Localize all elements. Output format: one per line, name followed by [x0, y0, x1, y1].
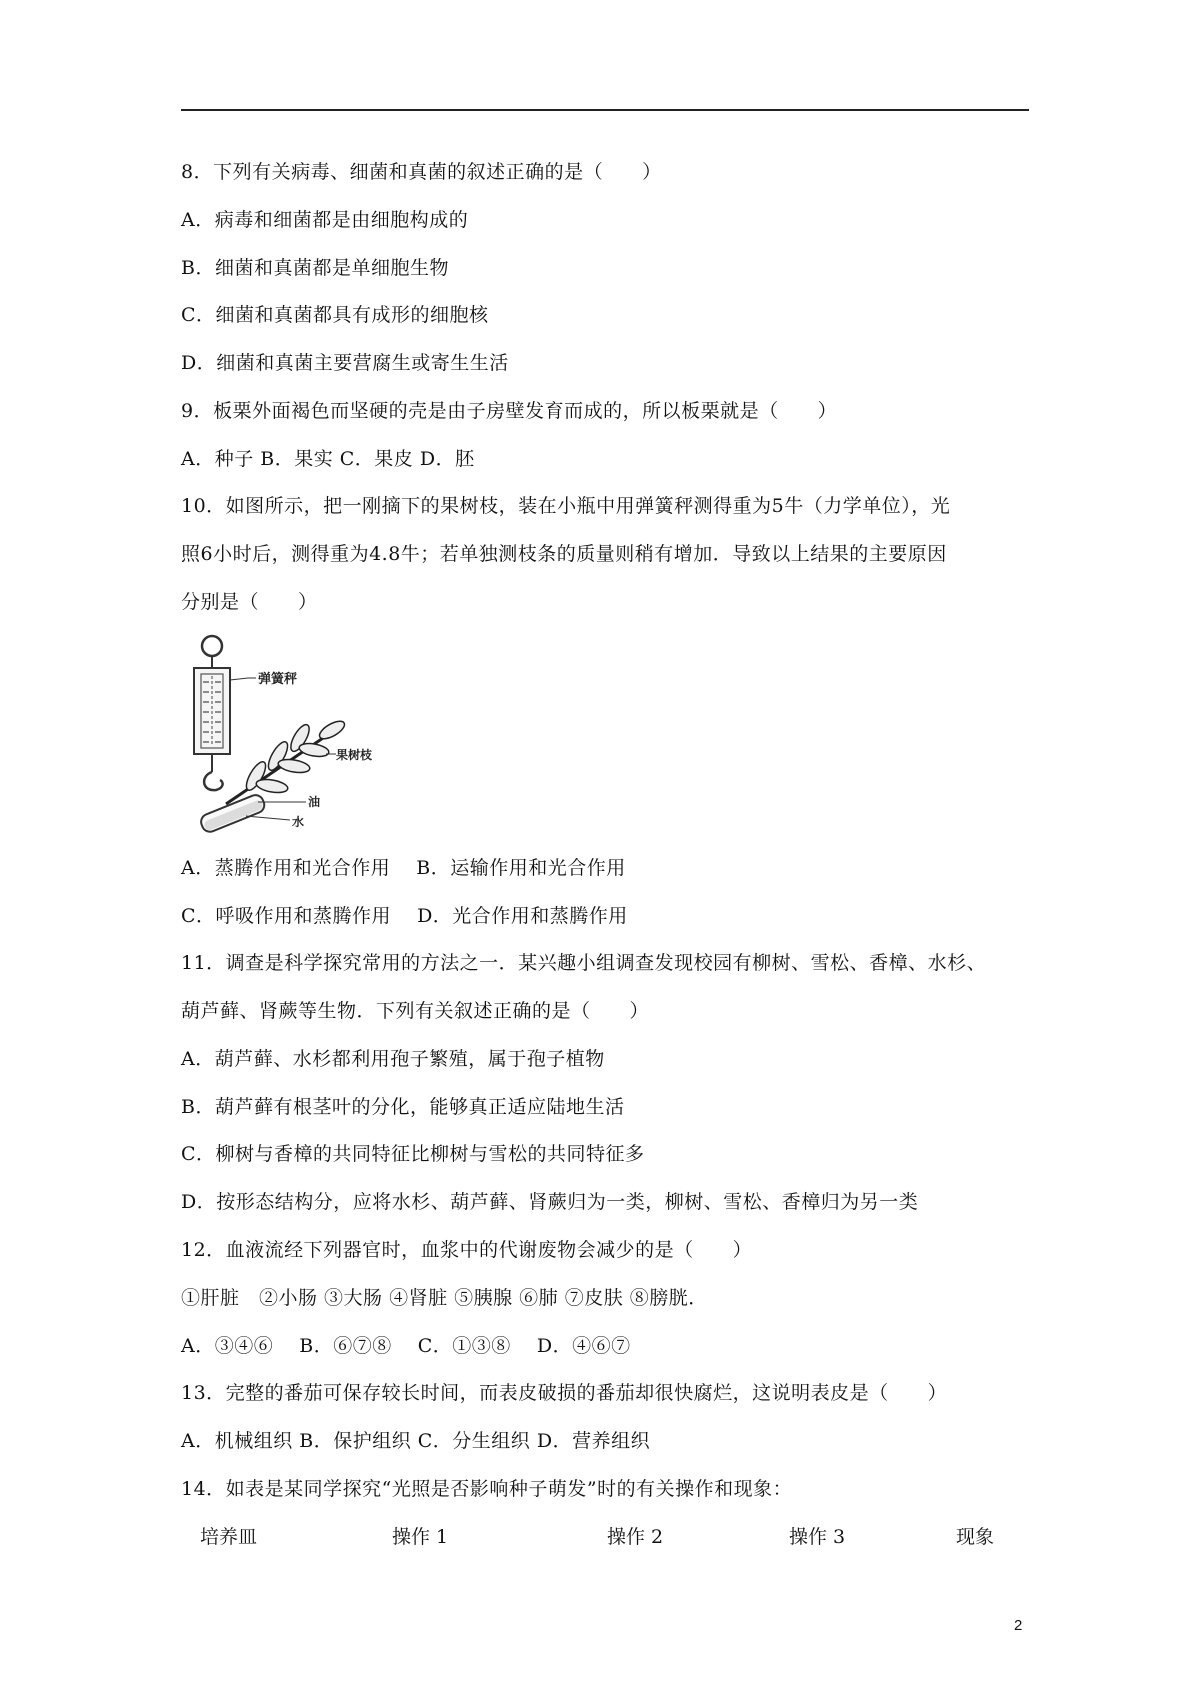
q12-organs: ①肝脏 ②小肠 ③大肠 ④肾脏 ⑤胰腺 ⑥肺 ⑦皮肤 ⑧膀胱． — [181, 1287, 708, 1309]
q11-stem-line-2: 葫芦藓、肾蕨等生物．下列有关叙述正确的是（ ） — [181, 1000, 650, 1022]
table-header-dish: 培养皿 — [200, 1526, 258, 1548]
label-branch: 果树枝 — [336, 748, 373, 762]
q10-options-ab: A．蒸腾作用和光合作用 B．运输作用和光合作用 — [181, 857, 626, 879]
q9-stem: 9．板栗外面褐色而坚硬的壳是由子房壁发育而成的，所以板栗就是（ ） — [181, 400, 838, 422]
q12-options: A．③④⑥ B．⑥⑦⑧ C．①③⑧ D．④⑥⑦ — [181, 1335, 631, 1357]
q11-option-c: C．柳树与香樟的共同特征比柳树与雪松的共同特征多 — [181, 1143, 645, 1165]
scale-ring — [202, 636, 222, 656]
q10-stem-line-3: 分别是（ ） — [181, 591, 318, 613]
table-header-result: 现象 — [956, 1526, 995, 1548]
table-header-op1: 操作 1 — [392, 1526, 449, 1548]
q8-option-c: C．细菌和真菌都具有成形的细胞核 — [181, 304, 489, 326]
label-oil: 油 — [308, 795, 321, 809]
spring-scale-figure — [186, 626, 373, 834]
table-header-op2: 操作 2 — [607, 1526, 664, 1548]
q14-stem: 14．如表是某同学探究“光照是否影响种子萌发”时的有关操作和现象： — [181, 1478, 793, 1500]
q11-option-d: D．按形态结构分，应将水杉、葫芦藓、肾蕨归为一类，柳树、雪松、香樟归为另一类 — [181, 1191, 919, 1213]
label-spring-scale: 弹簧秤 — [258, 672, 298, 687]
q13-options: A．机械组织 B．保护组织 C．分生组织 D．营养组织 — [181, 1430, 651, 1452]
q13-stem: 13．完整的番茄可保存较长时间，而表皮破损的番茄却很快腐烂，这说明表皮是（ ） — [181, 1382, 948, 1404]
q8-option-d: D．细菌和真菌主要营腐生或寄生生活 — [181, 352, 509, 374]
label-water: 水 — [292, 815, 305, 829]
q10-stem-line-1: 10．如图所示，把一刚摘下的果树枝，装在小瓶中用弹簧秤测得重为5牛（力学单位），光 — [181, 495, 951, 517]
q11-option-b: B．葫芦藓有根茎叶的分化，能够真正适应陆地生活 — [181, 1096, 625, 1118]
label-leader-water — [246, 816, 290, 820]
scale-pointer-line — [230, 678, 248, 680]
q10-stem-line-2: 照6小时后，测得重为4.8牛；若单独测枝条的质量则稍有增加．导致以上结果的主要原因 — [181, 543, 947, 565]
q8-stem: 8．下列有关病毒、细菌和真菌的叙述正确的是（ ） — [181, 161, 662, 183]
q11-option-a: A．葫芦藓、水杉都利用孢子繁殖，属于孢子植物 — [181, 1048, 605, 1070]
q10-options-cd: C．呼吸作用和蒸腾作用 D．光合作用和蒸腾作用 — [181, 905, 628, 927]
q8-option-b: B．细菌和真菌都是单细胞生物 — [181, 257, 449, 279]
q12-stem: 12．血液流经下列器官时，血浆中的代谢废物会减少的是（ ） — [181, 1239, 753, 1261]
header-rule — [181, 109, 1029, 111]
q11-stem-line-1: 11．调查是科学探究常用的方法之一．某兴趣小组调查发现校园有柳树、雪松、香樟、水杉、 — [181, 952, 987, 974]
q8-option-a: A．病毒和细菌都是由细胞构成的 — [181, 209, 469, 231]
page-number: 2 — [1014, 1617, 1023, 1634]
q9-options: A．种子 B．果实 C．果皮 D．胚 — [181, 448, 475, 470]
table-header-op3: 操作 3 — [789, 1526, 846, 1548]
scale-hook — [204, 772, 223, 790]
